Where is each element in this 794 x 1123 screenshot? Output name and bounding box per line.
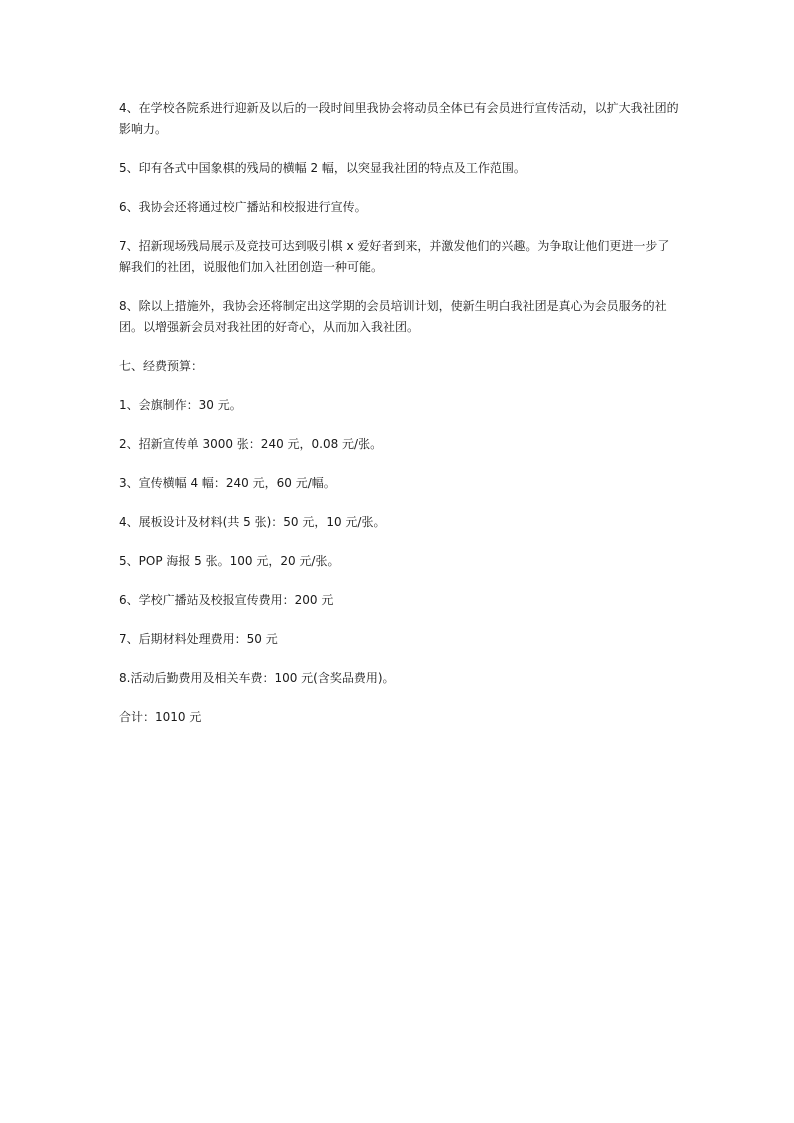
budget-item: 6、学校广播站及校报宣传费用：200 元 — [119, 593, 334, 607]
document-body — [119, 98, 679, 746]
paragraph-6: 6、我协会还将通过校广播站和校报进行宣传。 — [119, 200, 367, 214]
paragraph-7: 7、招新现场残局展示及竞技可达到吸引棋 x 爱好者到来，并激发他们的兴趣。为争取让他们更进一步了解我们的社团，说服他们加入社团创造一种可能。 — [119, 239, 670, 274]
paragraph-8: 8、除以上措施外，我协会还将制定出这学期的会员培训计划，使新生明白我社团是真心为会员服务的社团。以增强新会员对我社团的好奇心，从而加入我社团。 — [119, 299, 667, 334]
budget-item: 4、展板设计及材料(共 5 张)：50 元，10 元/张。 — [119, 515, 386, 529]
budget-item: 5、POP 海报 5 张。100 元，20 元/张。 — [119, 554, 340, 568]
budget-item: 3、宣传横幅 4 幅：240 元，60 元/幅。 — [119, 476, 336, 490]
budget-item: 2、招新宣传单 3000 张：240 元，0.08 元/张。 — [119, 437, 383, 451]
budget-heading: 七、经费预算： — [119, 359, 204, 373]
paragraph-4: 4、在学校各院系进行迎新及以后的一段时间里我协会将动员全体已有会员进行宣传活动，以扩大我社团的影响力。 — [119, 101, 679, 136]
budget-item: 8.活动后勤费用及相关车费：100 元(含奖品费用)。 — [119, 671, 395, 685]
budget-item: 7、后期材料处理费用：50 元 — [119, 632, 278, 646]
budget-item: 1、会旗制作：30 元。 — [119, 398, 242, 412]
paragraph-5: 5、印有各式中国象棋的残局的横幅 2 幅，以突显我社团的特点及工作范围。 — [119, 161, 526, 175]
budget-total: 合计：1010 元 — [119, 710, 202, 724]
